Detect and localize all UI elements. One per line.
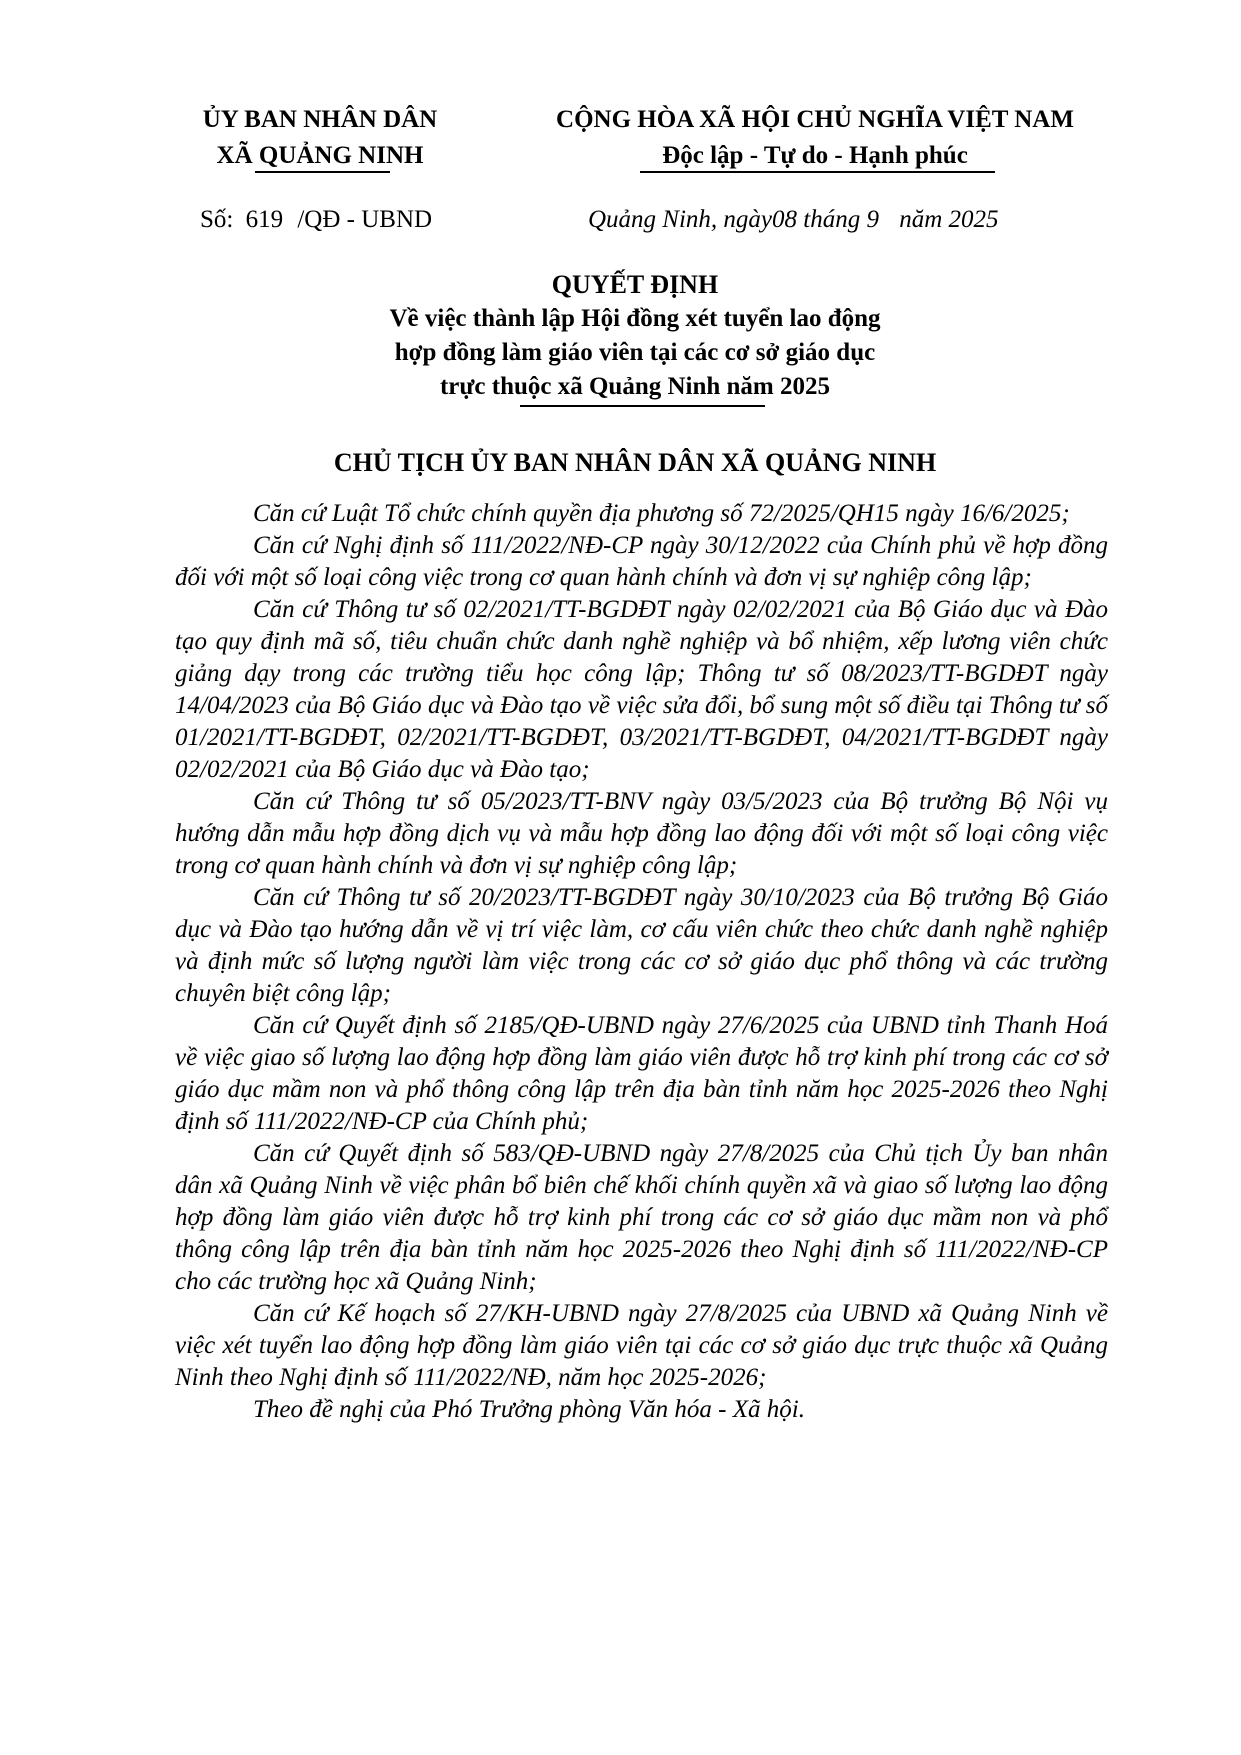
basis-paragraph: Căn cứ Nghị định số 111/2022/NĐ-CP ngày 30/12/2022 của Chính phủ về hợp đồng đối với một số loại công việc trong cơ quan hành chính và đơn vị sự nghiệp công lập; (175, 532, 1108, 591)
basis-paragraph: Căn cứ Quyết định số 2185/QĐ-UBND ngày 27/6/2025 của UBND tỉnh Thanh Hoá về việc giao số lượng lao động hợp đồng làm giáo viên được hỗ trợ kinh phí trong các cơ sở giáo dục mầm non và phổ thông công lập trên địa bàn tỉnh năm học 2025-2026 theo Nghị định số 111/2022/NĐ-CP của Chính phủ; (175, 1012, 1108, 1135)
ref-prefix: Số: (200, 206, 234, 233)
date-month: 9 (866, 206, 879, 233)
national-motto (515, 102, 1115, 174)
title-main: QUYẾT ĐỊNH (551, 270, 719, 299)
issuing-agency (175, 102, 465, 174)
basis-paragraph: Căn cứ Thông tư số 05/2023/TT-BNV ngày 03/5/2023 của Bộ trưởng Bộ Nội vụ hướng dẫn mẫu hợp đồng dịch vụ và mẫu hợp đồng lao động đối với một số loại công việc trong cơ quan hành chính và đơn vị sự nghiệp công lập; (175, 788, 1108, 879)
agency-line-1: ỦY BAN NHÂN DÂN (202, 106, 438, 133)
agency-line-2: XÃ QUẢNG NINH (216, 142, 424, 169)
motto-underline (640, 171, 995, 173)
agency-underline (255, 171, 390, 173)
ref-number: 619 (245, 206, 284, 233)
basis-paragraph: Căn cứ Kế hoạch số 27/KH-UBND ngày 27/8/2025 của UBND xã Quảng Ninh về việc xét tuyển lao động hợp đồng làm giáo viên tại các cơ sở giáo dục trực thuộc xã Quảng Ninh theo Nghị định số 111/2022/NĐ, năm học 2025-2026; (175, 1300, 1108, 1391)
title-underline (520, 405, 765, 407)
date-year: năm 2025 (899, 206, 999, 233)
basis-paragraph: Căn cứ Thông tư số 02/2021/TT-BGDĐT ngày 02/02/2021 của Bộ Giáo dục và Đào tạo quy định mã số, tiêu chuẩn chức danh nghề nghiệp và bổ nhiệm, xếp lương viên chức giảng dạy trong các trường tiểu học công lập; Thông tư số 08/2023/TT-BGDĐT ngày 14/04/2023 của Bộ Giáo dục và Đào tạo về việc sửa đổi, bổ sung một số điều tại Thông tư số 01/2021/TT-BGDĐT, 02/2021/TT-BGDĐT, 03/2021/TT-BGDĐT, 04/2021/TT-BGDĐT ngày 02/02/2021 của Bộ Giáo dục và Đào tạo; (175, 596, 1108, 783)
title-line-3: trực thuộc xã Quảng Ninh năm 2025 (439, 373, 831, 400)
title-line-1: Về việc thành lập Hội đồng xét tuyển lao động (389, 305, 881, 332)
document-number (200, 203, 432, 237)
date-place: Quảng Ninh, ngày (588, 206, 773, 233)
ref-suffix: /QĐ - UBND (297, 206, 433, 233)
decision-title (200, 268, 1070, 404)
date-month-label: tháng (803, 206, 861, 233)
basis-paragraph: Căn cứ Quyết định số 583/QĐ-UBND ngày 27/8/2025 của Chủ tịch Ủy ban nhân dân xã Quảng Ninh về việc phân bổ biên chế khối chính quyền xã và giao số lượng lao động hợp đồng làm giáo viên được hỗ trợ kinh phí trong các cơ sở giáo dục mầm non và phổ thông công lập trên địa bàn tỉnh năm học 2025-2026 theo Nghị định số 111/2022/NĐ-CP cho các trường học xã Quảng Ninh; (175, 1140, 1108, 1295)
title-line-2: hợp đồng làm giáo viên tại các cơ sở giáo dục (394, 339, 876, 366)
issuing-authority: CHỦ TỊCH ỦY BAN NHÂN DÂN XÃ QUẢNG NINH (333, 448, 937, 477)
basis-paragraph: Căn cứ Thông tư số 20/2023/TT-BGDĐT ngày 30/10/2023 của Bộ trưởng Bộ Giáo dục và Đào tạo hướng dẫn về vị trí việc làm, cơ cấu viên chức theo chức danh nghề nghiệp và định mức số lượng người làm việc trong các cơ sở giáo dục phổ thông và các trường chuyên biệt công lập; (175, 884, 1108, 1007)
motto-line-2: Độc lập - Tự do - Hạnh phúc (662, 142, 968, 169)
dateline (588, 203, 999, 237)
proposal-paragraph: Theo đề nghị của Phó Trưởng phòng Văn hóa - Xã hội. (253, 1396, 805, 1423)
date-day: 08 (772, 206, 798, 233)
motto-line-1: CỘNG HÒA XÃ HỘI CHỦ NGHĨA VIỆT NAM (556, 106, 1074, 133)
legal-basis (175, 498, 1108, 1426)
basis-paragraph: Căn cứ Luật Tổ chức chính quyền địa phương số 72/2025/QH15 ngày 16/6/2025; (253, 500, 1070, 527)
